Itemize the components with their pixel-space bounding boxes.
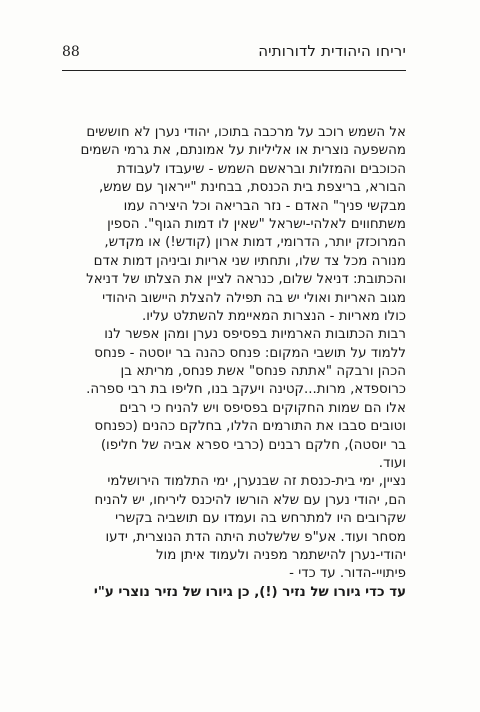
body-text	[54, 124, 406, 602]
text-line: והכתובת: דניאל שלום, כנראה לציין את הצלתו של דניאל	[86, 272, 406, 288]
text-line: כולו מאריות - הנצרות המאיימת להשתלט עליו.	[142, 308, 406, 324]
text-line: הם, יהודי נערן עם שלא הורשו להיכנס ליריחו, יש להניח	[94, 492, 406, 508]
text-line: וטובים סבבו את התורמים הללו, בחלקם כהנים (כפנחס	[94, 419, 406, 435]
text-line: מנורה מכל צד שלו, ותחתיו שני אריות וביניהן דמות אדם	[93, 253, 406, 269]
text-line: ללמוד על תושבי המקום: פנחס כהנה בר יוסטה - פנחס	[94, 345, 406, 361]
text-line: כרוספדא, מרות...קטינה ויעקב בנו, חליפו בת רבי ספרה.	[86, 382, 406, 398]
page-number: 88	[62, 44, 80, 60]
text-line: ועוד.	[378, 456, 406, 472]
text-line: שקרובים היו למתרחש בה ועמדו עם תושביה בקשרי	[115, 511, 406, 527]
running-title: יריחו היהודית לדורותיה	[258, 42, 406, 60]
text-line: אל השמש רוכב על מרכבה בתוכו, יהודי נערן לא חוששים	[86, 125, 406, 140]
text-line: אלו הם שמות החקוקים בפסיפס ויש להניח כי רבים	[119, 400, 406, 416]
text-line: נציין, ימי בית-כנסת זה שבנערן, ימי התלמוד הירושלמי	[107, 474, 406, 490]
text-line: רבות הכתובות הארמיות בפסיפס נערן ומהן אפשר לנו	[104, 327, 406, 343]
text-line: מסחר ועוד. אע"פ שלשלטת היתה הדת הנוצרית, ידעו	[105, 529, 406, 545]
text-line: הבורא, בריצפת בית הכנסת, בבחינת "ייראוך עם שמש,	[98, 180, 406, 196]
page-header	[62, 42, 406, 66]
text-line: עד כדי גיורו של נזיר (!), כן גיורו של נזיר נוצרי ע"י	[93, 584, 406, 600]
text-line: מגוב האריות ואולי יש בה תפילה להצלת היישוב היהודי	[102, 290, 406, 306]
text-line: מהשפעה נוצרית או אליליות על אמונתם, את גרמי השמים	[80, 143, 406, 159]
text-line: בר יוסטה), חלקם רבנים (כרבי ספרא אביה של חליפו)	[100, 437, 406, 453]
header-divider	[62, 70, 406, 71]
text-line: הכהן ורבקה "אתתה פנחס" אשת פנחס, מריתא בן	[120, 364, 406, 380]
text-line: משתחווים לאלהי-ישראל "שאין לו דמות הגוף". הספין	[107, 216, 406, 232]
text-line: הכוכבים והמזלות ובראשם השמש - שיעבדו לעבודת	[117, 161, 406, 177]
text-line: יהודי-נערן להישתמר מפניה ולעמוד איתן מול	[155, 547, 406, 563]
text-line: מבקשי פניך" האדם - נזר הבריאה וכל היצירה עמו	[123, 198, 406, 214]
text-line: המרוכזק יותר, הדרומי, דמות ארון (קודש!) או מקדש,	[104, 235, 406, 251]
text-line: פיתויי-הדור. עד כדי -	[289, 566, 406, 582]
